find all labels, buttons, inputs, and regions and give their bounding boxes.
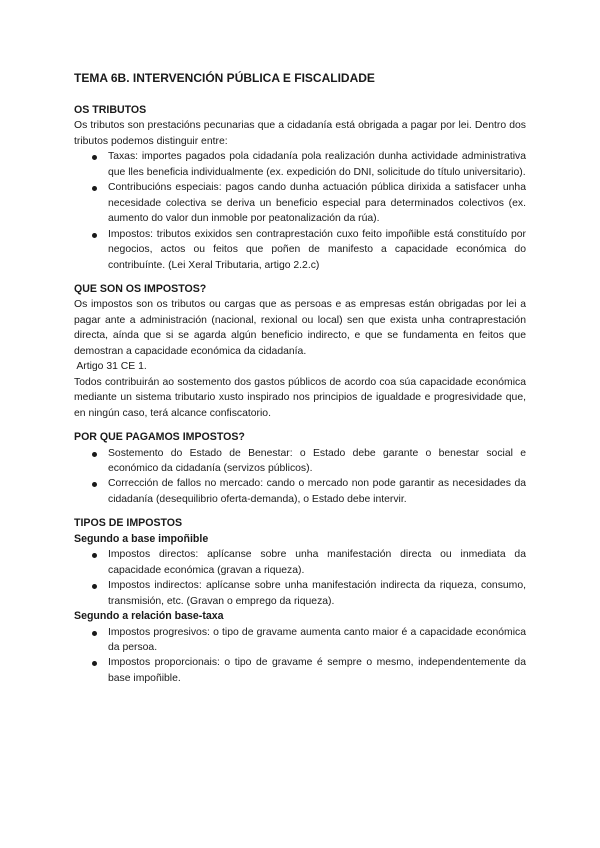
list-item-text: Impostos proporcionais: o tipo de gravame é sempre o mesmo, independentemente da base impoñible. (108, 657, 526, 684)
section-heading-por-que: POR QUE PAGAMOS IMPOSTOS? (74, 431, 245, 444)
list-item (108, 180, 526, 226)
document-title: TEMA 6B. INTERVENCIÓN PÚBLICA E FISCALIDADE (74, 71, 375, 85)
list-item (108, 446, 526, 477)
list-item-text: Corrección de fallos no mercado: cando o mercado non pode garantir as necesidades da cidadanía (desequilibrio oferta-demanda), o Estado debe intervir. (108, 478, 526, 505)
list-item (108, 149, 526, 180)
bullet-icon (92, 661, 97, 666)
list-item-text: Impostos indirectos: aplícanse sobre unha manifestación indirecta da riqueza, consumo, transmisión, etc. (Gravan o emprego da riqueza). (108, 580, 526, 607)
bullet-list (74, 547, 526, 609)
list-item-text: Impostos: tributos exixidos sen contraprestación cuxo feito impoñible está constituído por negocios, actos ou feitos que poñen de manifesto a capacidade económica do contribuínte. (Lei Xeral Tributaria, artigo 2.2.c) (108, 228, 526, 271)
bullet-icon (92, 584, 97, 589)
subsection-heading: Segundo a base impoñible (74, 532, 209, 545)
bullet-icon (92, 553, 97, 558)
paragraph: Os tributos son prestacións pecunarias que a cidadanía está obrigada a pagar por lei. Dentro dos tributos podemos distinguir entre: (74, 120, 526, 147)
section-heading-que-son: QUE SON OS IMPOSTOS? (74, 282, 207, 295)
section-heading-tributos: OS TRIBUTOS (74, 104, 147, 116)
list-item (108, 578, 526, 609)
list-item (108, 227, 526, 273)
bullet-icon (92, 233, 97, 238)
section-heading-tipos: TIPOS DE IMPOSTOS (74, 517, 183, 530)
bullet-list (74, 625, 526, 687)
list-item-text: Contribucións especiais: pagos cando dunha actuación pública dirixida a satisfacer unha necesidade colectiva se deriva un beneficio especial para determinados colectivos (ex. aumento do valor dun inmoble por peatonalización da rúa). (108, 182, 526, 225)
list-item-text: Taxas: importes pagados pola cidadanía pola realización dunha actividade administrativa que lles beneficia individualmente (ex. expedición do DNI, solicitude do título universitario). (108, 151, 526, 178)
bullet-icon (92, 155, 97, 160)
list-item (108, 625, 526, 656)
list-item (108, 655, 526, 686)
bullet-icon (92, 452, 97, 457)
article-quote: Todos contribuirán ao sostemento dos gastos públicos de acordo coa súa capacidade económica mediante un sistema tributario xusto inspirado nos principios de igualdade e progresividade que, en ningún caso, terá alcance confiscatorio. (74, 376, 526, 419)
document-page (74, 70, 526, 686)
subsection-heading: Segundo a relación base-taxa (74, 610, 224, 623)
list-item-text: Impostos directos: aplícanse sobre unha manifestación directa ou inmediata da capacidade económica (gravan a riqueza). (108, 549, 526, 576)
bullet-icon (92, 482, 97, 487)
paragraph: Os impostos son os tributos ou cargas que as persoas e as empresas están obrigadas por lei a pagar ante a administración (nacional, rexional ou local) sen que exista unha contraprestación directa, aínda que si se agarda algún beneficio indirecto, e que se fundamenta en feitos que demostran a capacidade económica da cidadanía. (74, 299, 526, 357)
list-item-text: Impostos progresivos: o tipo de gravame aumenta canto maior é a capacidade económica da persoa. (108, 626, 526, 653)
bullet-icon (92, 186, 97, 191)
list-item (108, 547, 526, 578)
bullet-list (74, 149, 526, 273)
list-item-text: Sostemento do Estado de Benestar: o Estado debe garante o benestar social e económico da cidadanía (servizos públicos). (108, 447, 526, 474)
article-reference: Artigo 31 CE 1. (74, 361, 147, 373)
bullet-icon (92, 631, 97, 636)
list-item (108, 476, 526, 507)
bullet-list (74, 446, 526, 508)
